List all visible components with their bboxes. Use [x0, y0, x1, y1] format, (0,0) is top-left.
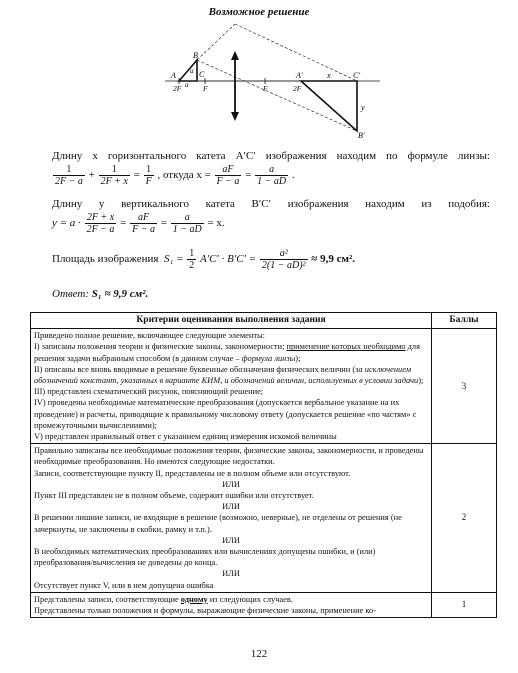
- label-x: x: [327, 71, 331, 80]
- label-2F-right: 2F: [293, 84, 302, 93]
- table-header-row: [31, 313, 497, 329]
- label-y: y: [361, 103, 365, 112]
- label-F-right: F: [263, 84, 268, 93]
- score-cell: 3: [432, 329, 497, 444]
- section-title: Возможное решение: [208, 6, 310, 18]
- lens-ray-diagram: [165, 20, 380, 140]
- criteria-cell: Правильно записаны все необходимые положения теории, физические законы, закономерности, и проведены необходимые преобразования. Но имеются следующие недостатки. Записи, соответствующие пункту II, представлены не в полном объеме или отсутствуют. ИЛИ Пункт III представлен не в полном объеме, содержит ошибки или отсутствует. ИЛИ В решении лишние записи, не входящие в решение (возможно, неверные), не отделены от решения (не зачеркнуты, не заключены в скобки, рамку и т.п.). ИЛИ В необходимых математических преобразованиях или вычислениях допущены ошибки, и (или) преобразования/вычисления не доведены до конца. ИЛИ Отсутствует пункт V, или в нем допущена ошибка: [31, 444, 432, 593]
- header-criteria: Критерии оценивания выполнения задания: [31, 313, 432, 329]
- table-row: [31, 592, 497, 617]
- label-A-prime: A′: [296, 71, 303, 80]
- label-C: C: [199, 70, 205, 79]
- ray-dashed: [197, 24, 235, 60]
- answer: Ответ: S₁ ≈ 9,9 см².: [52, 288, 149, 300]
- label-2F-left: 2F: [173, 84, 182, 93]
- label-A: A: [171, 71, 176, 80]
- criteria-cell: Приведено полное решение, включающее следующие элементы: I) записаны положения теории и физические законы, закономерности; применение которых необходимо для решения задачи выбранным способом (в данном случае – формула линзы); II) описаны все вновь вводимые в решение буквенные обозначения физических величин (за исключением обозначений констант, указанных в варианте КИМ, и обозначений величин, используемых в условии задачи); III) представлен схематический рисунок, поясняющий решение; IV) проведены необходимые математические преобразования (допускается вербальное указание на их проведение) и расчеты, приводящие к правильному числовому ответу (допускается решение «по частям» с промежуточными вычислениями); V) представлен правильный ответ с указанием единиц измерения искомой величины: [31, 329, 432, 444]
- criteria-cell: Представлены записи, соответствующие одному из следующих случаев. Представлены только положения и формулы, выражающие физические законы, применение ко-: [31, 592, 432, 617]
- lens-arrow-top: [231, 51, 239, 60]
- label-a-below: a: [185, 81, 189, 89]
- page-number: 122: [250, 648, 268, 660]
- solution-line-1: Длину x горизонтального катета A′C′ изображения находим по формуле линзы:: [52, 150, 490, 162]
- area-formula: Площадь изображения S₁ = $\frac{1}{2}$ A′C′ · B′C′ = $\frac{\text{a²}}{\text{2(1 − aD)²}}$ ≈ 9,9 см².: [52, 248, 355, 271]
- score-cell: 2: [432, 444, 497, 593]
- table-row: [31, 329, 497, 444]
- solution-line-2: Длину y вертикального катета B′C′ изображения находим из подобия:: [52, 198, 490, 210]
- label-B: B: [193, 51, 198, 60]
- label-C-prime: C′: [353, 71, 361, 80]
- lens-arrow-bottom: [231, 112, 239, 121]
- label-B-prime: B′: [358, 131, 365, 140]
- object-triangle: [179, 60, 197, 81]
- score-cell: 1: [432, 592, 497, 617]
- label-a: a: [190, 67, 194, 75]
- table-row: [31, 444, 497, 593]
- criteria-table: [30, 312, 497, 618]
- lens-formula: $\frac{1}{2F - a}$ + $\frac{1}{2F + x}$ = $\frac{1}{F}$ , откуда x = $\frac{aF}{F - a}$ = $\frac{a}{1 - aD}$ .: [55, 164, 295, 187]
- similarity-formula: y = a · $\frac{2F + x}{2F - a}$ = $\frac{aF}{F - a}$ = $\frac{a}{1 - aD}$ = x.: [52, 212, 225, 235]
- header-score: Баллы: [432, 313, 497, 329]
- label-F-left: F: [203, 84, 208, 93]
- ray-dashed: [197, 60, 357, 131]
- image-triangle: [301, 81, 357, 131]
